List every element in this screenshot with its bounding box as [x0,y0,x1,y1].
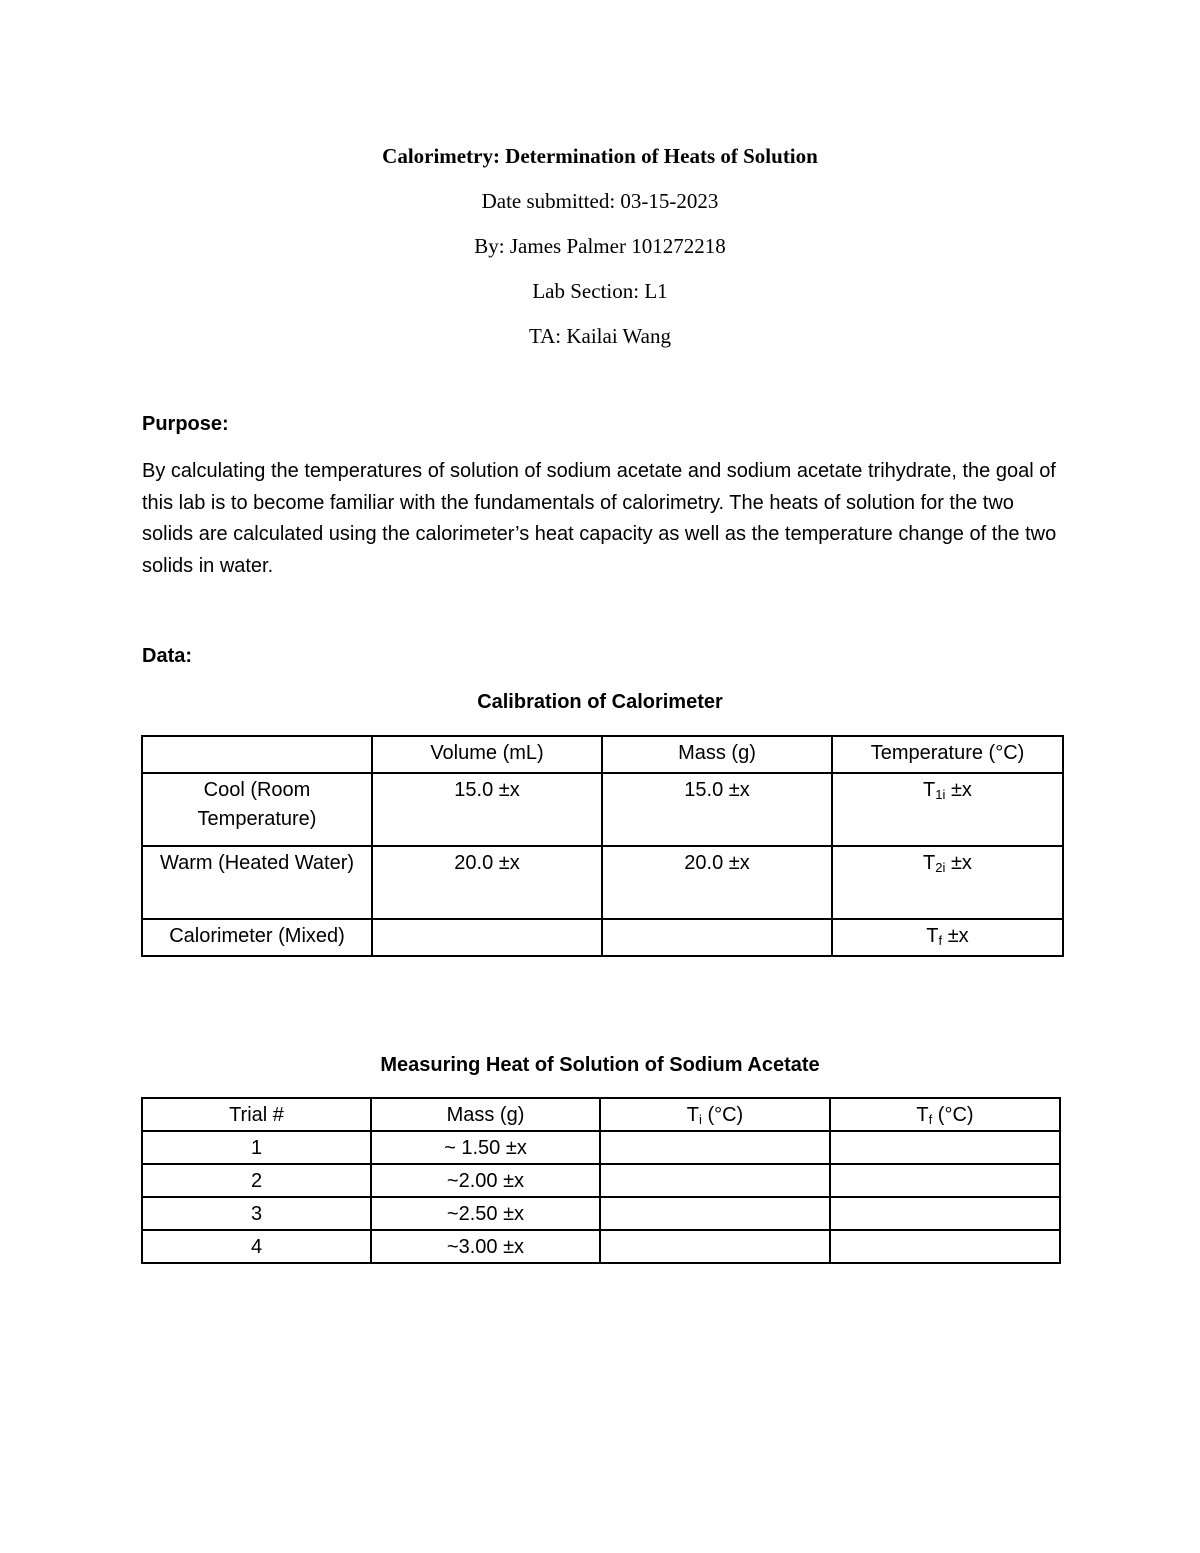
mass-cell [602,919,832,956]
ta-line: TA: Kailai Wang [528,324,672,348]
calibration-table-title: Calibration of Calorimeter [477,691,723,713]
trial-cell: 3 [142,1197,371,1230]
purpose-heading: Purpose: [142,413,229,435]
table-row [142,919,1063,956]
calibration-table [141,735,1064,957]
document-title: Calorimetry: Determination of Heats of Solution [382,144,818,168]
mass-cell: 15.0 ±x [602,773,832,846]
header-cell [142,736,372,773]
tf-cell [830,1164,1060,1197]
tf-cell [830,1131,1060,1164]
row-label: Cool (Room Temperature) [142,773,372,846]
author-line: By: James Palmer 101272218 [474,234,726,258]
table-row [142,846,1063,919]
header-cell: Mass (g) [602,736,832,773]
header-cell: $T_f$ (°C) [830,1098,1060,1131]
trial-cell: 1 [142,1131,371,1164]
ti-cell [600,1230,830,1263]
trial-cell: 4 [142,1230,371,1263]
header-cell: Temperature (°C) [832,736,1063,773]
header-cell: Volume (mL) [372,736,602,773]
ti-cell [600,1164,830,1197]
header-cell: Mass (g) [371,1098,600,1131]
temperature-cell: $T_f \pm x$ [832,919,1063,956]
sodium-acetate-table-title: Measuring Heat of Solution of Sodium Acetate [380,1054,820,1076]
temperature-cell: $T_{2i} \pm x$ [832,846,1063,919]
mass-cell: ~2.50 ±x [371,1197,600,1230]
ti-cell [600,1131,830,1164]
purpose-paragraph: By calculating the temperatures of solution of sodium acetate and sodium acetate trihydrate, the goal of this lab is to become familiar with the fundamentals of calorimetry. The heats of solution for the two solids are calculated using the calorimeter’s heat capacity as well as the temperature change of the two solids in water. [142,460,1057,577]
tf-cell [830,1197,1060,1230]
trial-cell: 2 [142,1164,371,1197]
mass-cell: ~ 1.50 ±x [371,1131,600,1164]
sodium-acetate-table [141,1097,1061,1264]
row-label: Warm (Heated Water) [142,846,372,919]
ti-cell [600,1197,830,1230]
date-submitted: Date submitted: 03-15-2023 [481,189,719,213]
volume-cell: 15.0 ±x [372,773,602,846]
header-cell: Trial # [142,1098,371,1131]
row-label: Calorimeter (Mixed) [142,919,372,956]
volume-cell: 20.0 ±x [372,846,602,919]
temperature-cell: $T_{1i} \pm x$ [832,773,1063,846]
table-row [142,1230,1060,1263]
table-row [142,773,1063,846]
lab-section: Lab Section: L1 [532,279,668,303]
table-row [142,1197,1060,1230]
tf-cell [830,1230,1060,1263]
header-cell: $T_i$ (°C) [600,1098,830,1131]
table-row [142,1131,1060,1164]
mass-cell: ~2.00 ±x [371,1164,600,1197]
table-header-row [142,736,1063,773]
mass-cell: ~3.00 ±x [371,1230,600,1263]
data-heading: Data: [142,645,193,667]
table-row [142,1164,1060,1197]
volume-cell [372,919,602,956]
mass-cell: 20.0 ±x [602,846,832,919]
table-header-row [142,1098,1060,1131]
